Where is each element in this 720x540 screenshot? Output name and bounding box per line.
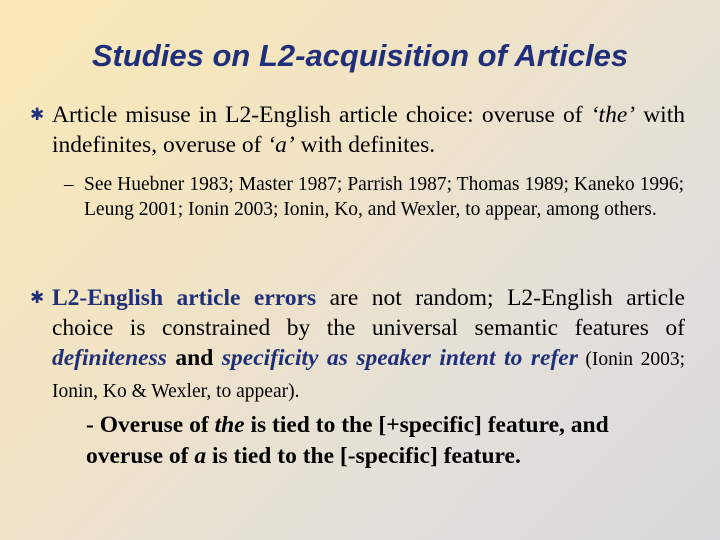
dash-marker: – xyxy=(64,174,74,195)
text-segment: are not random; L2-English article choice is constrained by the universal semantic features of xyxy=(52,285,685,341)
term-a: a xyxy=(194,443,207,469)
quoted-a: ‘a’ xyxy=(267,132,295,158)
text-segment: with definites. xyxy=(294,132,436,158)
slide-title: Studies on L2-acquisition of Articles xyxy=(91,38,629,73)
text-segment: Article misuse in L2-English article choice: overuse of xyxy=(52,102,591,128)
term-the: the xyxy=(214,412,245,438)
bullet-article-misuse xyxy=(30,100,685,160)
text-segment: and xyxy=(166,345,222,371)
highlight-phrase: L2-English article errors xyxy=(52,285,317,311)
text-segment: is tied to the [+specific] feature, and overuse of xyxy=(86,412,609,469)
quoted-the: ‘the’ xyxy=(590,102,636,128)
term-specificity: specificity as speaker intent to refer xyxy=(221,345,578,371)
bullet-article-errors xyxy=(30,283,685,407)
star-bullet-icon: ✱ xyxy=(30,288,45,308)
references-text: See Huebner 1983; Master 1987; Parrish 1987; Thomas 1989; Kaneko 1996; Leung 2001; Ionin 2003; Ionin, Ko, and Wexler, to appear, among others. xyxy=(84,174,684,220)
bullet-text xyxy=(52,283,685,407)
overuse-note xyxy=(86,410,686,472)
text-segment: is tied to the [-specific] feature. xyxy=(206,443,521,469)
bullet-text xyxy=(52,100,685,160)
citation: (Ionin 2003; Ionin, Ko & Wexler, to appear). xyxy=(52,349,685,402)
star-bullet-icon: ✱ xyxy=(30,105,45,125)
text-segment: - Overuse of xyxy=(86,412,215,438)
text-segment: with indefinites, overuse of xyxy=(52,102,685,158)
term-definiteness: definiteness xyxy=(52,345,167,371)
sub-bullet-references xyxy=(64,172,684,222)
